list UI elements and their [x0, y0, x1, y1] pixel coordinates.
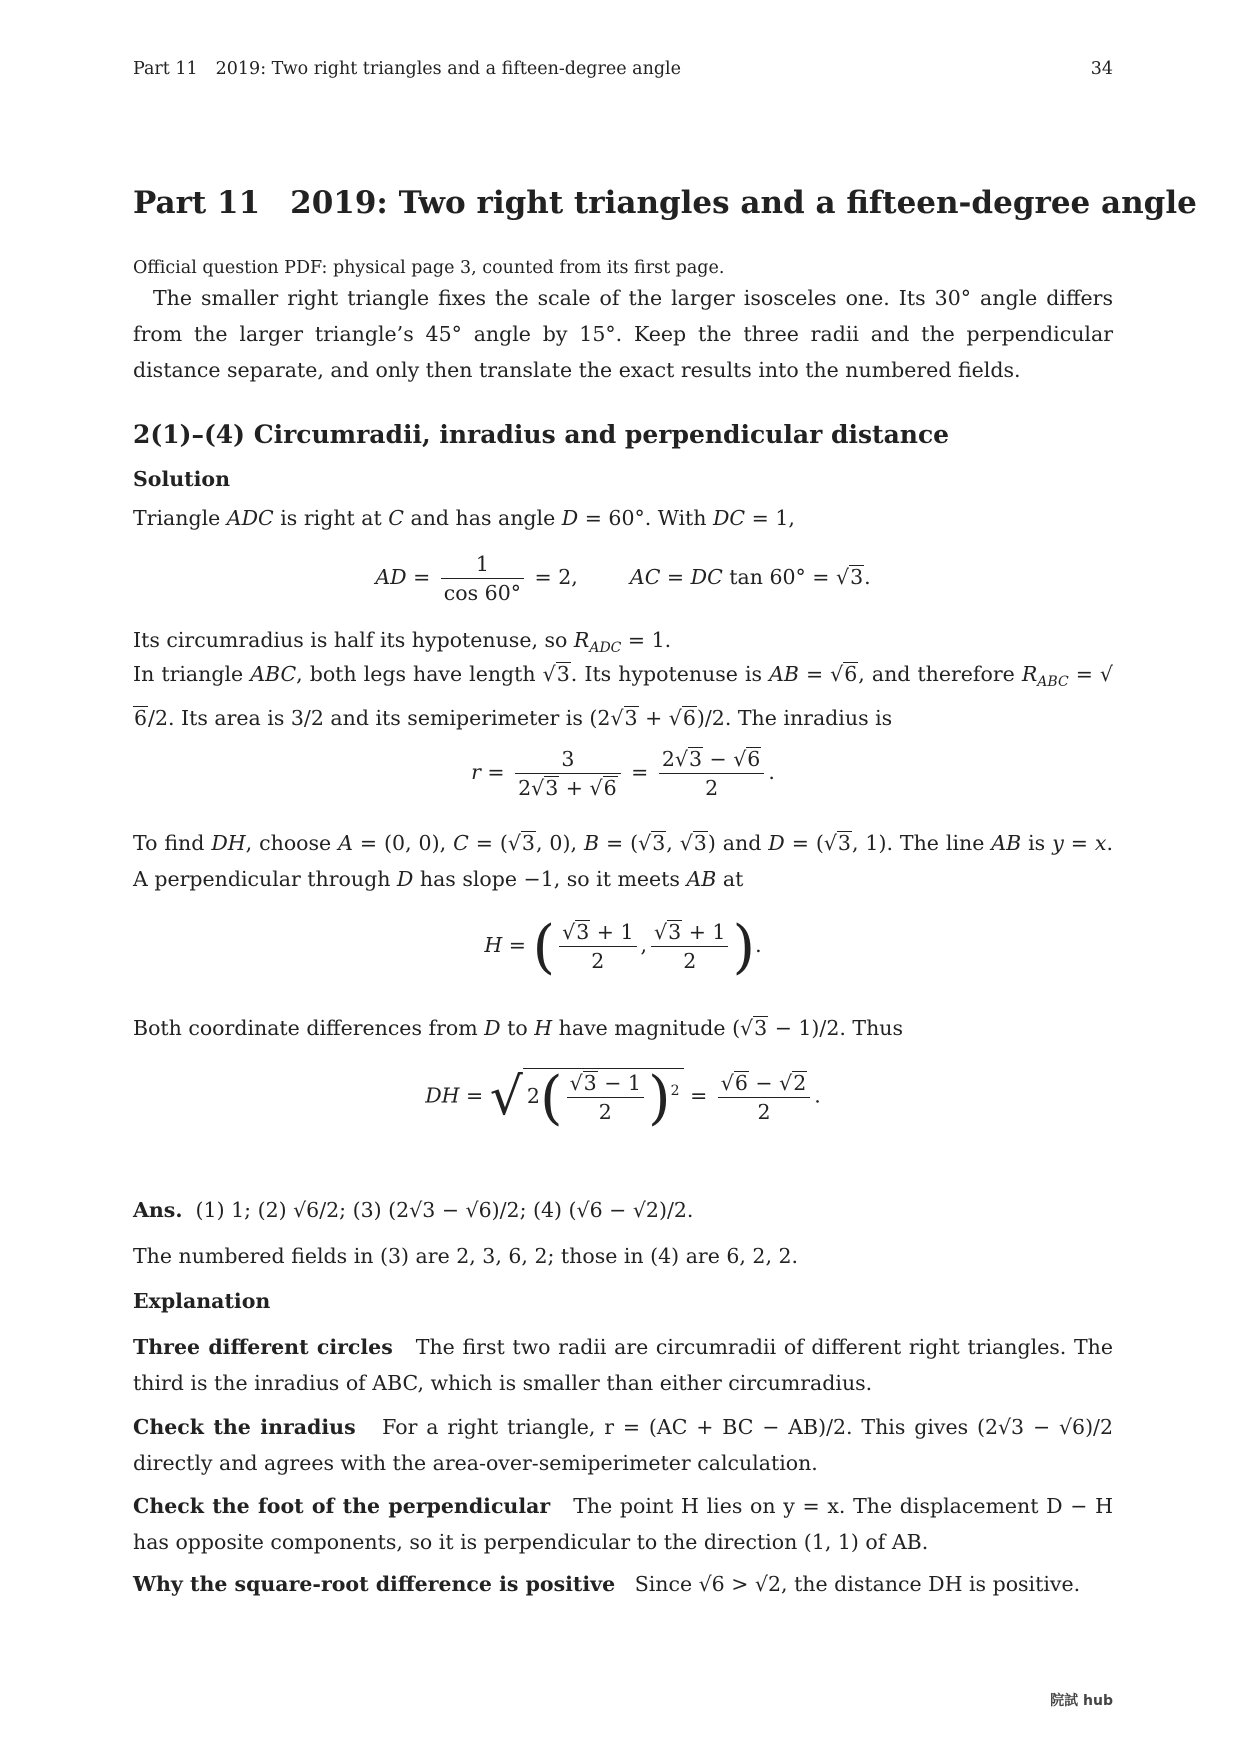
part-heading	[133, 183, 1197, 223]
fields-note-block	[133, 1238, 1113, 1274]
answer-label: Ans.	[133, 1198, 183, 1222]
part-title: 2019: Two right triangles and a fifteen-degree angle	[290, 185, 1197, 221]
explanation-3	[133, 1488, 1113, 1560]
exp4-label: Why the square-root difference is positive	[133, 1572, 616, 1596]
solution-line-3: In triangle ABC, both legs have length √3. Its hypotenuse is AB = √6, and therefore $R_{ABC} = √6/2$. Its area is 3/2 and its semiperimeter is (2√3 + √6)/2. The inradius is	[133, 662, 1113, 731]
solution-line-4: To find DH, choose A = (0, 0), C = (√3, 0), B = (√3, √3) and D = (√3, 1). The line AB is y = x. A perpendicular through D has slope −1, so it meets AB at	[133, 831, 1113, 891]
header-part: Part 11	[133, 59, 198, 79]
source-note: Official question PDF: physical page 3, counted from its first page.	[133, 258, 725, 278]
solution-line-1: Triangle ADC is right at C and has angle D = 60°. With DC = 1,	[133, 506, 795, 530]
exp3-text: The point H lies on y = x. The displacement D − H has opposite components, so it is perpendicular to the direction (1, 1) of AB.	[133, 1494, 1113, 1554]
solution-line-2: Its circumradius is half its hypotenuse, so $R_{ADC} = 1$.	[133, 628, 672, 657]
exp1-label: Three different circles	[133, 1335, 393, 1359]
equation-inradius: r = $\frac{3}{2√3 + √6}$ = $\frac{2√3 - √6}{2}$ .	[471, 747, 775, 800]
running-header	[133, 58, 1113, 80]
exp2-label: Check the inradius	[133, 1415, 356, 1439]
footer-logo: 院試 hub	[1050, 1693, 1113, 1709]
exp2-text: For a right triangle, r = (AC + BC − AB)/2. This gives (2√3 − √6)/2 directly and agrees with the area-over-semiperimeter calculation.	[133, 1415, 1114, 1475]
header-title: 2019: Two right triangles and a fifteen-degree angle	[215, 59, 682, 79]
explanation-2	[133, 1409, 1113, 1481]
exp3-label: Check the foot of the perpendicular	[133, 1494, 551, 1518]
explanation-4	[133, 1566, 1113, 1602]
solution-label-block	[133, 461, 1113, 497]
part-label: Part 11	[133, 185, 261, 221]
explanation-label-block	[133, 1283, 1113, 1319]
section-heading-block	[133, 419, 1113, 451]
explanation-label: Explanation	[133, 1289, 271, 1313]
answer-line	[133, 1192, 1113, 1228]
equation-dh: DH = √ 2( $\frac{√3 - 1}{2}$ )$^2$ = $\frac{√6 - √2}{2}$ .	[425, 1063, 821, 1132]
exp4-text: Since √6 > √2, the distance DH is positive.	[634, 1572, 1081, 1596]
equation-h: H = ( $\frac{√3 + 1}{2}$ , $\frac{√3 + 1}{2}$ ).	[484, 912, 762, 981]
section-heading: 2(1)–(4) Circumradii, inradius and perpendicular distance	[133, 420, 950, 449]
page-number: 34	[1090, 59, 1113, 79]
intro-block	[133, 280, 1113, 388]
exp1-text: The first two radii are circumradii of different right triangles. The third is the inradius of ABC, which is smaller than either circumradius.	[133, 1335, 1113, 1395]
solution-line-5: Both coordinate differences from D to H have magnitude (√3 − 1)/2. Thus	[133, 1016, 904, 1040]
intro-paragraph: The smaller right triangle fixes the scale of the larger isosceles one. Its 30° angle differs from the larger triangle’s 45° angle by 15°. Keep the three radii and the perpendicular distance separate, and only then translate the exact results into the numbered fields.	[133, 286, 1113, 382]
answer-text: (1) 1; (2) √6/2; (3) (2√3 − √6)/2; (4) (√6 − √2)/2.	[195, 1198, 694, 1222]
equation-ad-ac: AD = $\frac{1}{\cos 60^\circ}$ = 2, AC = DC tan 60° = √3.	[375, 552, 871, 605]
explanation-1	[133, 1329, 1113, 1401]
solution-label: Solution	[133, 467, 231, 491]
fields-note: The numbered fields in (3) are 2, 3, 6, 2; those in (4) are 6, 2, 2.	[133, 1244, 799, 1268]
